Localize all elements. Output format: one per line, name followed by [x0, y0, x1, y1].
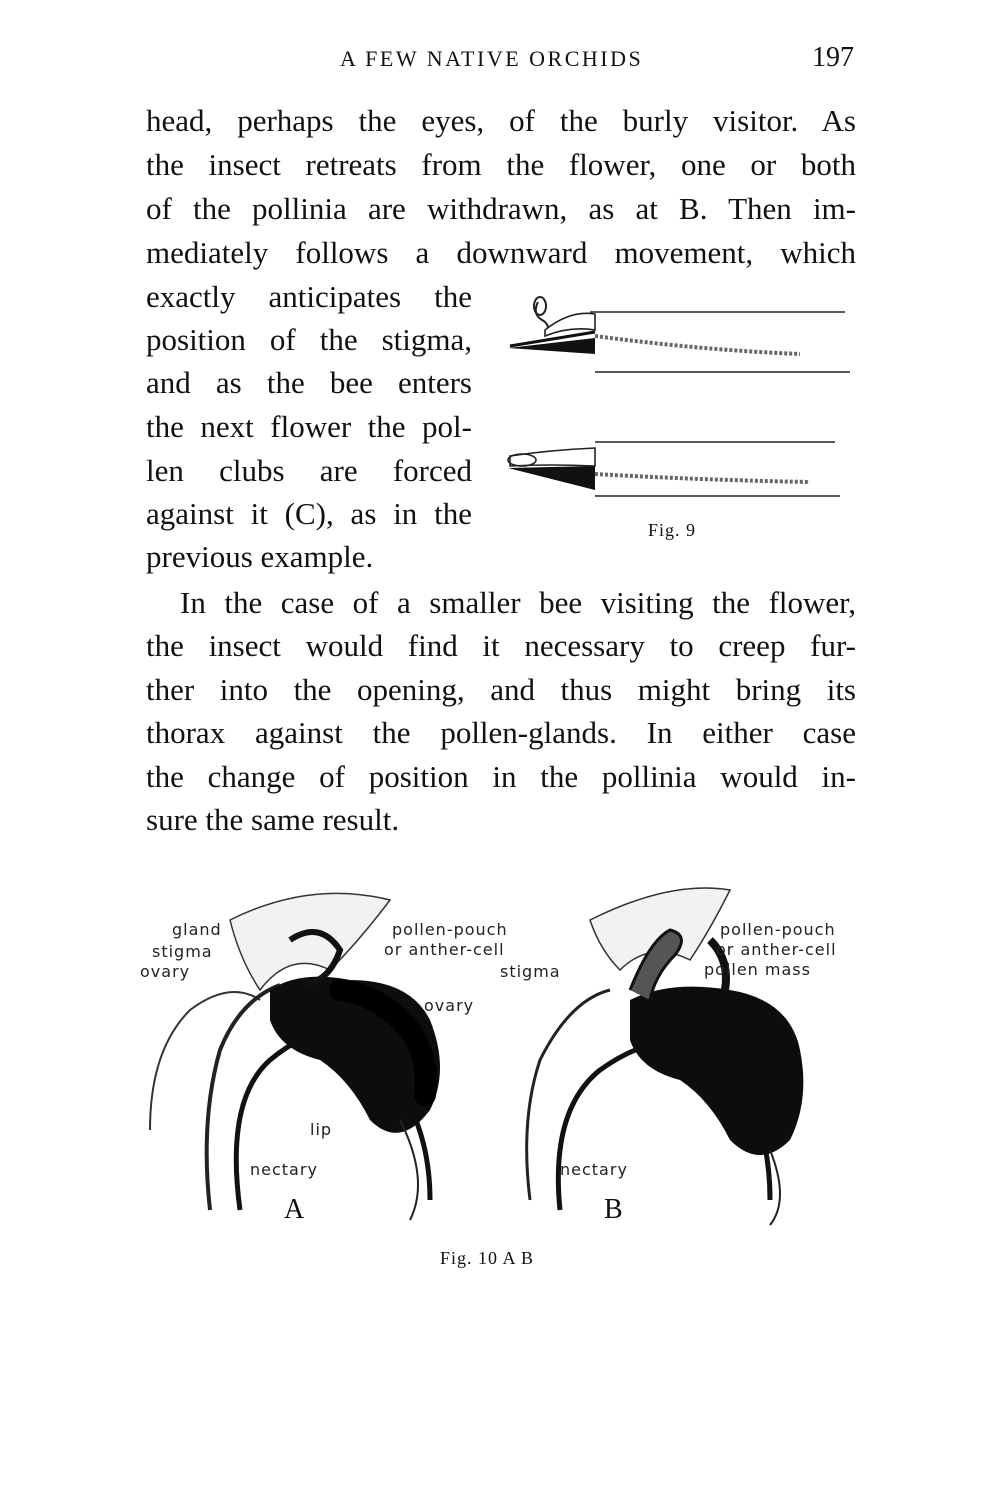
label-nectary-b: nectary — [560, 1160, 628, 1179]
label-stigma-b: stigma — [500, 962, 561, 981]
text-line: previous example. — [146, 539, 374, 574]
text-line: len clubs are forced — [146, 453, 472, 488]
figure-10-caption: Fig. 10 A B — [440, 1248, 535, 1268]
text-line: In the case of a smaller bee visiting the flower, — [180, 585, 856, 620]
panel-letter-a: A — [284, 1194, 305, 1225]
panel-letter-b: B — [604, 1194, 623, 1225]
fig9-lower-drawing — [508, 442, 840, 496]
label-ovary-b: ovary — [424, 996, 475, 1015]
label-pollen-pouch-b: pollen-pouch — [720, 920, 836, 939]
text-line: and as the bee enters — [146, 365, 472, 400]
label-anther-cell-a: or anther-cell — [384, 940, 505, 959]
text-line: head, perhaps the eyes, of the burly visitor. As — [146, 103, 856, 138]
text-line: of the pollinia are withdrawn, as at B. Then im- — [146, 191, 856, 226]
text-line: ther into the opening, and thus might bring its — [146, 672, 856, 707]
text-line: the insect retreats from the flower, one or both — [146, 147, 856, 182]
text-line: mediately follows a downward movement, which — [146, 235, 856, 270]
label-anther-cell-b: or anther-cell — [716, 940, 837, 959]
label-stigma-a: stigma — [152, 942, 213, 961]
figure-9-illustration — [500, 290, 860, 510]
label-gland: gland — [172, 920, 222, 939]
label-pollen-mass: pollen mass — [704, 960, 811, 979]
label-pollen-pouch-a: pollen-pouch — [392, 920, 508, 939]
label-ovary-a: ovary — [140, 962, 191, 981]
text-line: the next flower the pol- — [146, 409, 472, 444]
text-line: sure the same result. — [146, 802, 400, 837]
text-line: thorax against the pollen-glands. In either case — [146, 715, 856, 750]
text-line: the insect would find it necessary to creep fur- — [146, 628, 856, 663]
figure-9-caption: Fig. 9 — [648, 520, 697, 540]
label-lip: lip — [310, 1120, 333, 1139]
text-line: exactly anticipates the — [146, 279, 472, 314]
running-title: A FEW NATIVE ORCHIDS — [340, 46, 644, 71]
fig9-upper-drawing — [508, 297, 850, 372]
text-line: the change of position in the pollinia would in- — [146, 759, 856, 794]
label-nectary-a: nectary — [250, 1160, 318, 1179]
text-line: position of the stigma, — [146, 322, 472, 357]
text-line: against it (C), as in the — [146, 496, 472, 531]
page-number: 197 — [812, 42, 854, 73]
